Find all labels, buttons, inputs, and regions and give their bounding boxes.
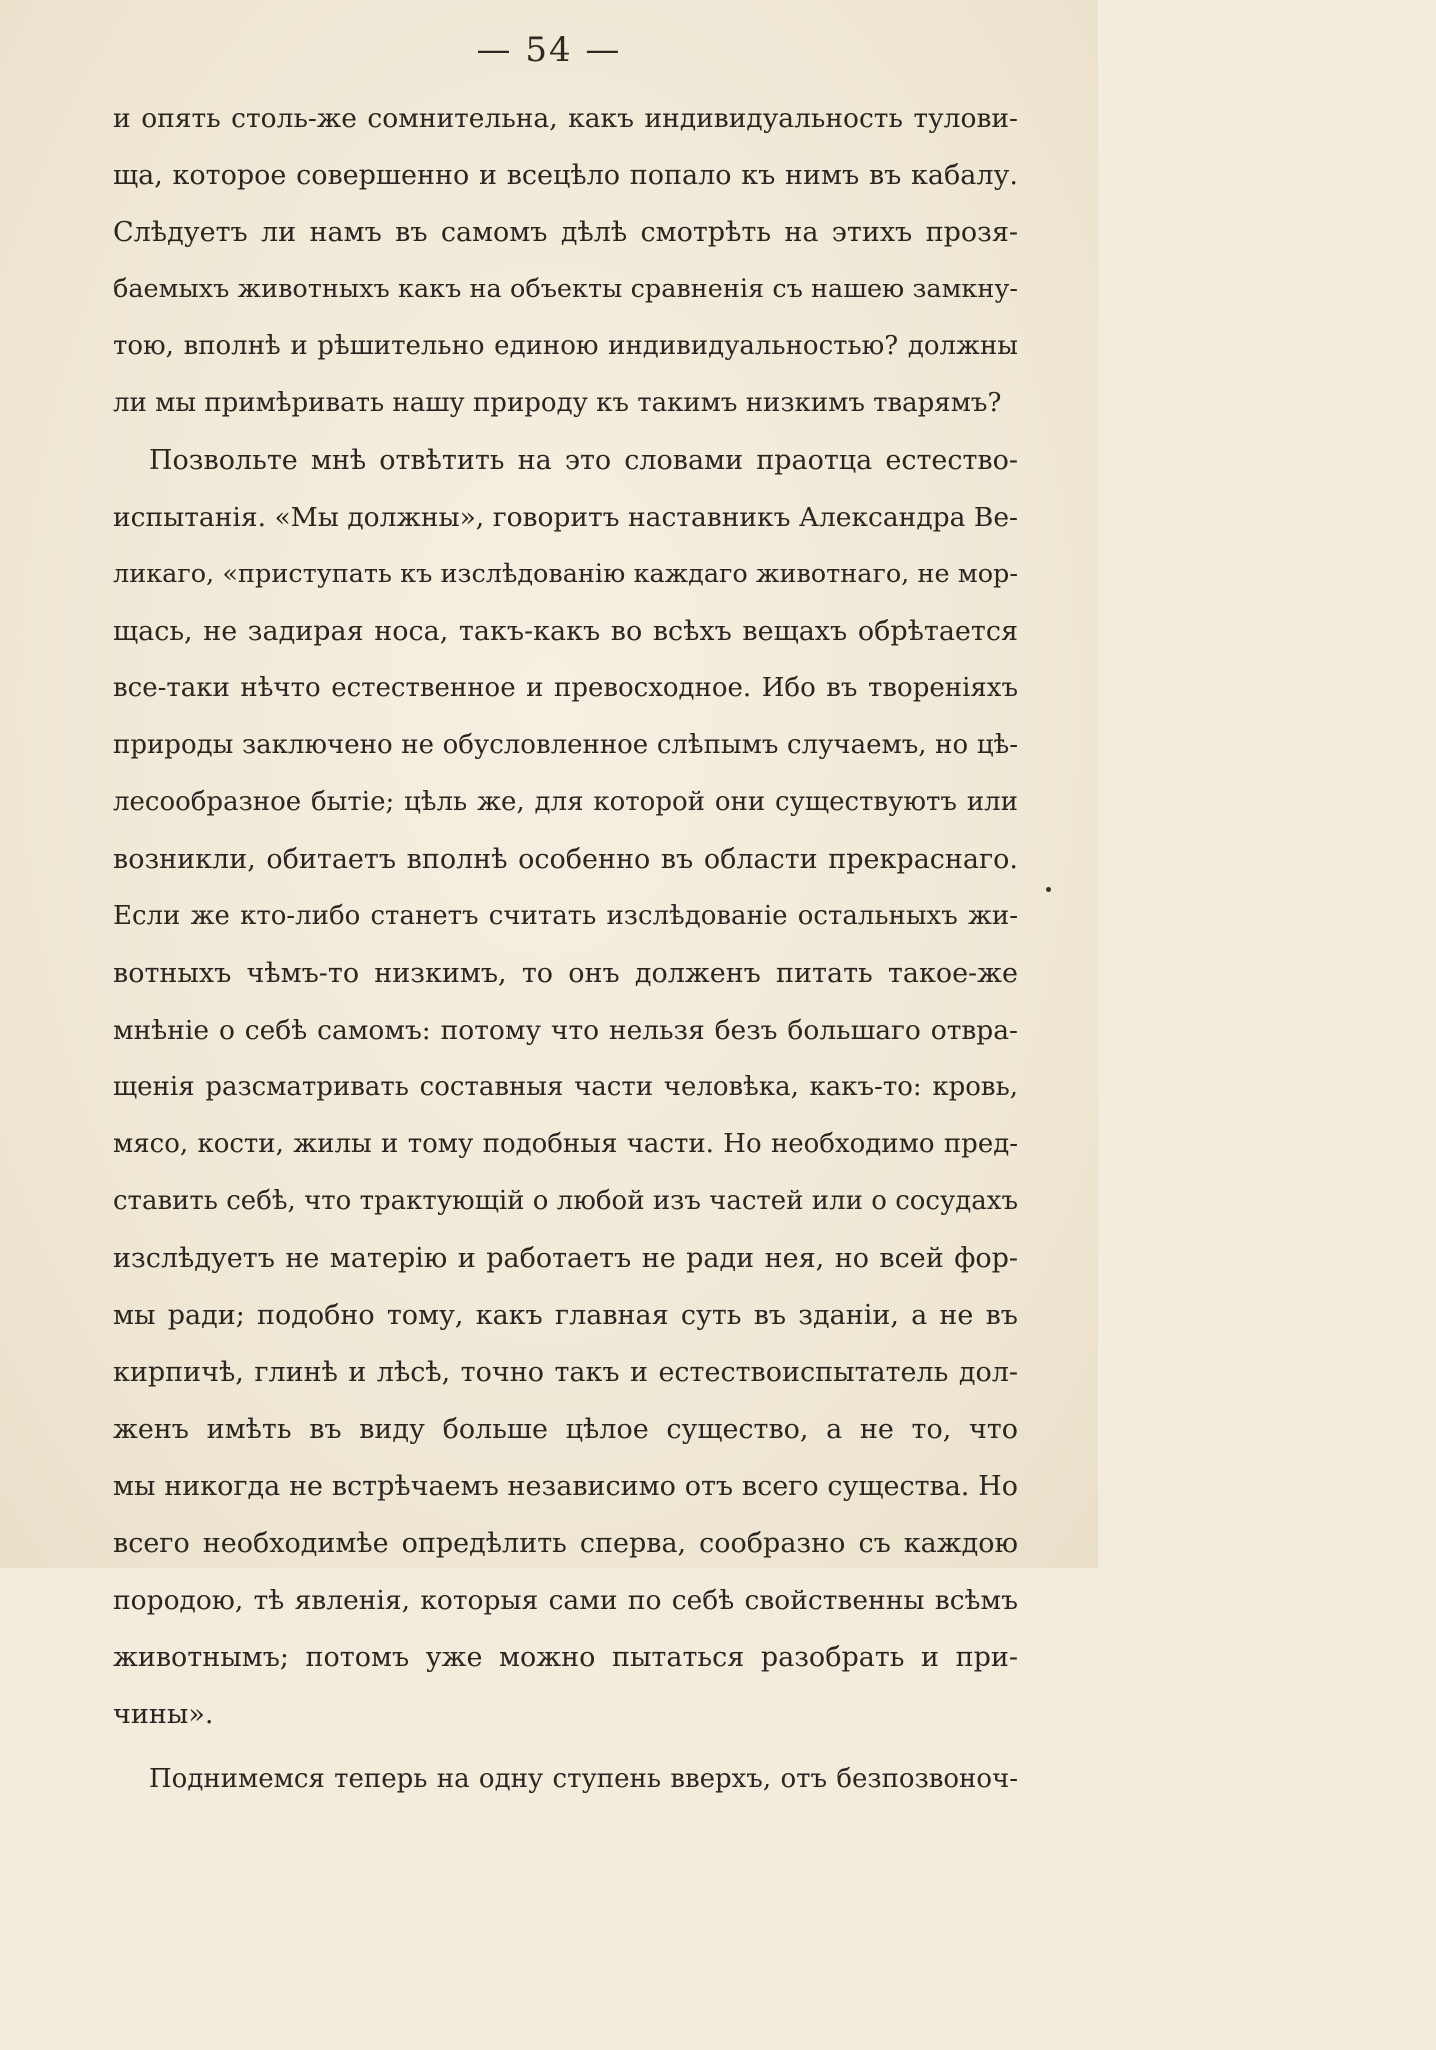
text-line: ставить себѣ, что трактующій о любой изъ частей или о сосудахъ (113, 1186, 1018, 1216)
text-line: ща, которое совершенно и всецѣло попало къ нимъ въ кабалу. (113, 160, 1018, 191)
text-line: возникли, обитаетъ вполнѣ особенно въ области прекраснаго. (113, 844, 1018, 875)
text-line: лесообразное бытіе; цѣль же, для которой они существуютъ или (113, 787, 1018, 817)
text-line: ликаго, «приступать къ изслѣдованію каждаго животнаго, не мор- (113, 559, 1018, 589)
text-line: тою, вполнѣ и рѣшительно единою индивидуальностью? должны (113, 331, 1018, 361)
text-line: все-таки нѣчто естественное и превосходное. Ибо въ твореніяхъ (113, 673, 1018, 703)
text-line: Позвольте мнѣ отвѣтить на это словами праотца естество- (149, 445, 1018, 476)
text-line: Если же кто-либо станетъ считать изслѣдованіе остальныхъ жи- (113, 901, 1018, 931)
text-line: животнымъ; потомъ уже можно пытаться разобрать и при- (113, 1642, 1018, 1673)
text-line: всего необходимѣе опредѣлить сперва, сообразно съ каждою (113, 1528, 1018, 1559)
text-line: женъ имѣть въ виду больше цѣлое существо, а не то, что (113, 1414, 1018, 1445)
text-line: ли мы примѣривать нашу природу къ такимъ низкимъ тварямъ? (113, 388, 1002, 418)
text-line: Поднимемся теперь на одну ступень вверхъ, отъ безпозвоноч- (149, 1764, 1018, 1794)
text-line: и опять столь-же сомнительна, какъ индивидуальность тулови- (113, 103, 1018, 134)
text-line: природы заключено не обусловленное слѣпымъ случаемъ, но цѣ- (113, 730, 1018, 760)
text-line: вотныхъ чѣмъ-то низкимъ, то онъ долженъ питать такое-же (113, 958, 1018, 989)
text-line: щенія разсматривать составныя части человѣка, какъ-то: кровь, (113, 1072, 1018, 1102)
text-line: баемыхъ животныхъ какъ на объекты сравненія съ нашею замкну- (113, 274, 1018, 304)
text-line: Слѣдуетъ ли намъ въ самомъ дѣлѣ смотрѣть на этихъ прозя- (113, 217, 1018, 248)
text-line: мнѣніе о себѣ самомъ: потому что нельзя безъ большаго отвра- (113, 1015, 1018, 1046)
body-text (113, 90, 1018, 1808)
text-line: кирпичѣ, глинѣ и лѣсѣ, точно такъ и естествоиспытатель дол- (113, 1357, 1018, 1388)
text-line: мы ради; подобно тому, какъ главная суть въ зданіи, а не въ (113, 1300, 1018, 1331)
page-number: — 54 — (476, 30, 622, 70)
text-line: чины». (113, 1699, 214, 1730)
text-line: мясо, кости, жилы и тому подобныя части. Но необходимо пред- (113, 1129, 1018, 1159)
text-line: мы никогда не встрѣчаемъ независимо отъ всего существа. Но (113, 1471, 1018, 1502)
text-line: породою, тѣ явленія, которыя сами по себѣ свойственны всѣмъ (113, 1585, 1018, 1616)
ink-speck (1046, 887, 1051, 892)
text-line: щась, не задирая носа, такъ-какъ во всѣхъ вещахъ обрѣтается (113, 616, 1018, 647)
text-line: изслѣдуетъ не матерію и работаетъ не ради нея, но всей фор- (113, 1243, 1018, 1274)
text-line: испытанія. «Мы должны», говоритъ наставникъ Александра Ве- (113, 502, 1018, 533)
